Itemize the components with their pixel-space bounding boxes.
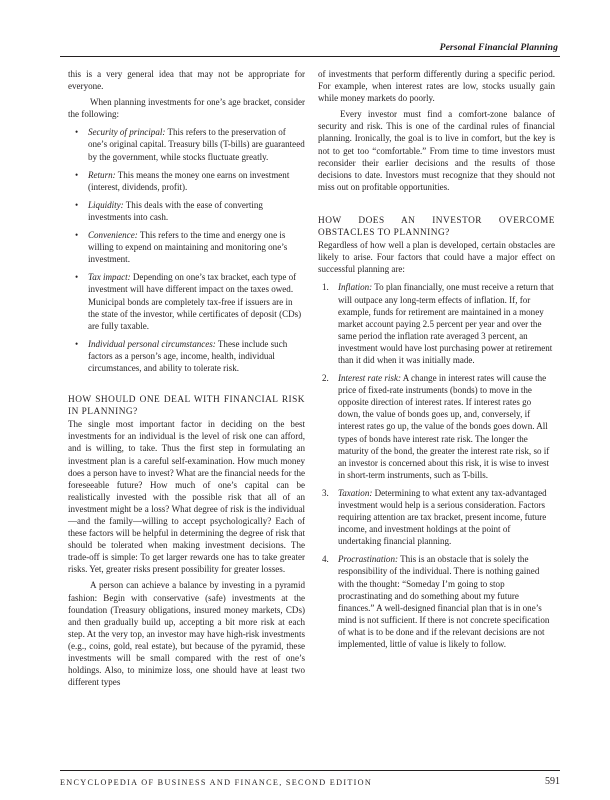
list-item-term: Procrastination: (338, 554, 398, 565)
list-item (318, 487, 555, 547)
footer-book-title: ENCYCLOPEDIA OF BUSINESS AND FINANCE, SECOND EDITION (60, 778, 373, 787)
list-item (68, 229, 305, 265)
list-item-term: Liquidity: (88, 199, 124, 210)
risk-paragraph: The single most important factor in deciding on the best investments for an individual is the level of risk one can afford, and is willing, to take. Thus the first step in formulating an investment plan is a careful self-examination. How much money does a person have to invest? What are the financial needs for the foreseeable future? How much of one’s capital can be realistically invested with the possible risk that all of an investment might be a loss? What degree of risk is the individual—and the family—willing to accept psychologically? Each of these factors will be helpful in determining the degree of risk that should be tolerated when making investment decisions. The trade-off is simple: To get larger rewards one has to take greater risks. Yet, greater risks present possibility for greater losses. (68, 419, 305, 575)
list-item-text: These include such factors as a person’s age, income, health, individual circumstances, and ability to tolerate risk. (88, 338, 288, 373)
list-item-text: This means the money one earns on investment (interest, dividends, profit). (88, 169, 290, 192)
list-item-term: Security of principal: (88, 127, 166, 138)
lead-paragraph: When planning investments for one’s age bracket, consider the following: (68, 97, 305, 120)
continuation-paragraph: of investments that perform differently during a specific period. For example, when interest rates are low, stocks usually gain while money markets do poorly. (318, 69, 555, 104)
list-item (68, 338, 305, 374)
list-item (318, 553, 555, 650)
list-item-term: Taxation: (338, 487, 373, 498)
list-item-number: 1. (322, 282, 329, 293)
list-item-text: To plan financially, one must receive a return that will outpace any long-term effects of inflation. If, for example, funds for retirement are maintained in a money market account paying 2.5 percent per year and over the same period the inflation rate averaged 3 percent, an investment would have lost purchasing power at retirement than it did when it was initially made. (338, 282, 554, 365)
list-item-term: Interest rate risk: (338, 373, 401, 384)
list-item (318, 372, 555, 481)
list-item-term: Tax impact: (88, 272, 131, 283)
running-head: Personal Financial Planning (439, 42, 558, 53)
obstacles-intro: Regardless of how well a plan is developed, certain obstacles are likely to arise. Four factors that could have a major effect on successful planning are: (318, 240, 555, 275)
list-item-text: This refers to the preservation of one’s original capital. Treasury bills (T-bills) are guaranteed by the government, while stocks fluctuate greatly. (88, 127, 305, 162)
right-column (318, 68, 555, 656)
header-rule (60, 56, 560, 57)
list-item (68, 199, 305, 223)
section-heading-risk: HOW SHOULD ONE DEAL WITH FINANCIAL RISK IN PLANNING? (68, 395, 305, 418)
list-item-text: This is an obstacle that is solely the responsibility of the individual. There is nothing gained with the thought: “Someday I’m going to stop procrastinating and do something about my future finances.” A well-designed financial plan that is in one’s mind is not sufficient. If there is not concrete specification of what is to be done and if the relevant decisions are not implemented, little of value is likely to follow. (338, 554, 550, 650)
list-item-text: This refers to the time and energy one is willing to expend on maintaining and monitoring one’s investment. (88, 230, 288, 265)
list-item-term: Return: (88, 169, 116, 180)
list-item (68, 126, 305, 162)
list-item-text: A change in interest rates will cause the price of fixed-rate instruments (bonds) to move in the opposite direction of interest rates. If interest rates go down, the value of bonds goes up, and, conversely, if interest rates go up, the value of the bonds goes down. All types of bonds have interest rate risk. The longer the maturity of the bond, the greater the interest rate risk, so if an investor is concerned about this risk, it is wise to invest in short-term instruments, such as T-bills. (338, 373, 550, 480)
list-item-number: 2. (322, 373, 329, 384)
list-item (68, 169, 305, 193)
list-item-term: Convenience: (88, 230, 138, 241)
list-item-text: Determining to what extent any tax-advantaged investment would help is a serious consideration. Factors requiring attention are tax bracket, present income, future income, and investment holdings at the point of undertaking financial planning. (338, 487, 547, 547)
list-item-number: 3. (322, 487, 329, 498)
comfort-paragraph: Every investor must find a comfort-zone balance of security and risk. This is one of the cardinal rules of financial planning. Ironically, the goal is to live in comfort, but the key is not to get too “comfortable.” From time to time investors must reconsider their earlier decisions and the results of those decisions to date. Investors must recognize that they should not miss out on profitable opportunities. (318, 109, 555, 192)
pyramid-paragraph: A person can achieve a balance by investing in a pyramid fashion: Begin with conservative (safe) investments at the foundation (Treasury obligations, insured money markets, CDs) and then gradually build up, accepting a bit more risk at each step. At the very top, an investor may have high-risk investments (e.g., coins, gold, real estate), but because of the pyramid, these investments will be small compared with the rest of one’s holdings. Also, to minimize loss, one should have at least two different types (68, 580, 305, 688)
list-item-term: Individual personal circumstances: (88, 338, 216, 349)
considerations-list (68, 126, 305, 374)
list-item (68, 271, 305, 331)
list-item-number: 4. (322, 554, 329, 565)
list-item-text: Depending on one’s tax bracket, each type of investment will have different impact on the taxes owed. Municipal bonds are completely tax-free if issuers are in the state of the investor, while certificates of deposit (CDs) are fully taxable. (88, 272, 302, 331)
list-item (318, 281, 555, 366)
obstacles-list (318, 281, 555, 650)
list-item-text: This deals with the ease of converting investments into cash. (88, 199, 263, 222)
left-column (68, 68, 305, 688)
page-number: 591 (545, 776, 560, 787)
list-item-term: Inflation: (338, 282, 373, 293)
section-heading-obstacles: HOW DOES AN INVESTOR OVERCOME OBSTACLES TO PLANNING? (318, 215, 555, 239)
footer-rule (60, 770, 560, 771)
intro-text: this is a very general idea that may not be appropriate for everyone. (68, 69, 305, 92)
